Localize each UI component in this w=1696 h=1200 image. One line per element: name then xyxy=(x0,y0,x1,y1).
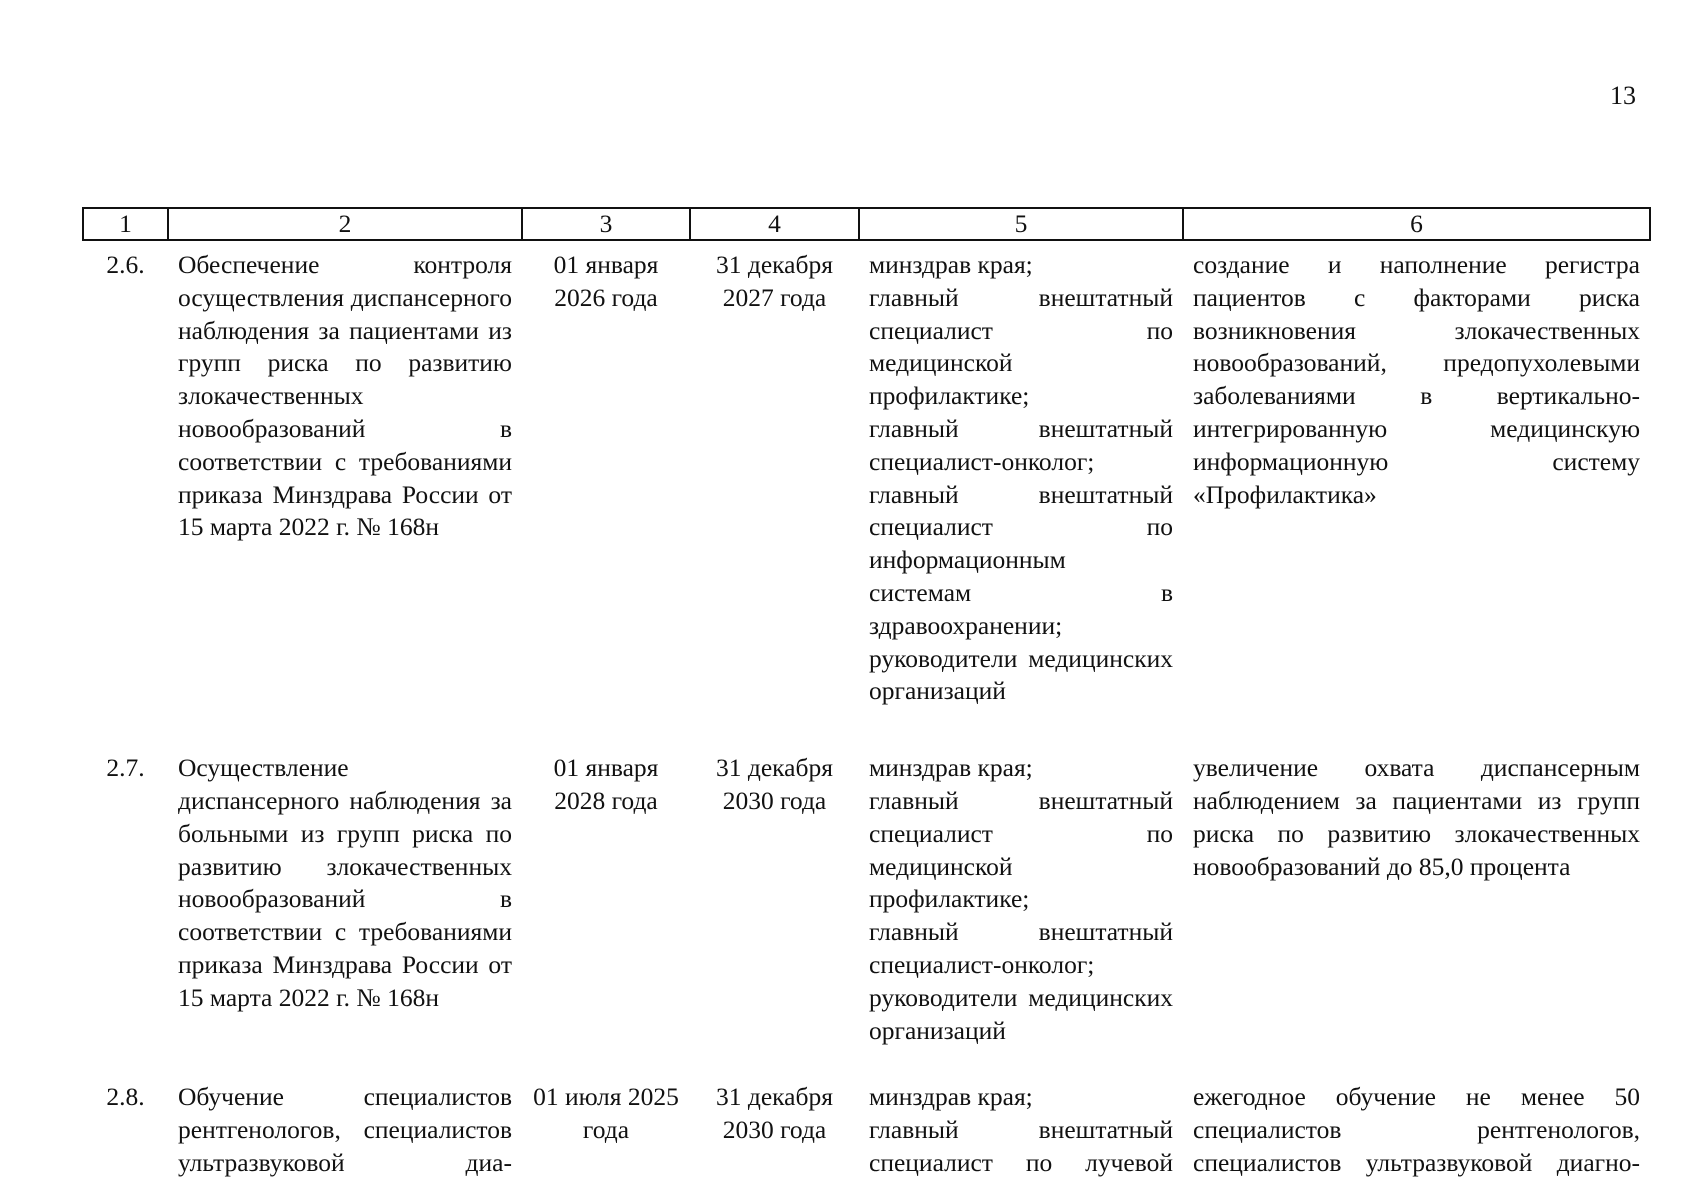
expected-result-text: ежегодное обучение не менее 50 специалистов рентгенологов, специалистов ультразвуковой диагно- xyxy=(1193,1082,1640,1177)
row-number: 2.7. xyxy=(106,753,145,783)
table-row xyxy=(83,1077,1650,1179)
responsible-item: главный внештатный специалист-онколог; xyxy=(869,917,1173,979)
column-number-1: 1 xyxy=(83,208,168,240)
row-number: 2.6. xyxy=(106,250,145,279)
plan-table xyxy=(82,207,1651,1180)
responsible-item: минздрав края; xyxy=(869,250,1033,279)
expected-result: создание и наполнение регистра пациентов с факторами риска возникновения злокачественных новообразований, предопухолевыми заболеваниями в вертикально-интегрированную медицинскую информационную систему «Профилактика» xyxy=(1193,250,1640,509)
responsible-item: руководители медицинских организаций xyxy=(869,643,1173,706)
measure-description xyxy=(168,1077,522,1179)
responsible-item: минздрав края; xyxy=(869,1082,1033,1112)
responsible-item: главный внештатный специалист по медицинской профилактике; xyxy=(869,282,1173,411)
column-number-3: 3 xyxy=(522,208,690,240)
expected-result: увеличение охвата диспансерным наблюдением за пациентами из групп риска по развитию злокачественных новообразований до 85,0 процента xyxy=(1193,753,1640,881)
expected-result xyxy=(1183,1077,1650,1179)
responsible-item: главный внештатный специалист по медицинской профилактике; xyxy=(869,785,1173,914)
responsible-item: минздрав края; xyxy=(869,753,1033,783)
responsible-executors xyxy=(859,240,1183,748)
responsible-item: главный внештатный специалист по лучевой xyxy=(869,1115,1173,1177)
column-number-5: 5 xyxy=(859,208,1183,240)
measure-description-text: Обучение специалистов рентгенологов, специалистов ультразвуковой диа- xyxy=(178,1082,512,1177)
responsible-executors xyxy=(859,1077,1183,1179)
measure-description: Обеспечение контроля осуществления диспансерного наблюдения за пациентами из групп риска по развитию злокачественных новообразований в соответствии с требованиями приказа Минздрава России от 15 марта 2022 г. № 168н xyxy=(178,250,512,542)
responsible-executors xyxy=(859,748,1183,1077)
end-date: 31 декабря 2030 года xyxy=(716,753,833,815)
table-row xyxy=(83,240,1650,748)
row-number: 2.8. xyxy=(106,1082,145,1112)
column-number-6: 6 xyxy=(1183,208,1650,240)
end-date: 31 декабря 2030 года xyxy=(716,1082,833,1145)
responsible-item: главный внештатный специалист-онколог; xyxy=(869,413,1173,476)
column-number-4: 4 xyxy=(690,208,859,240)
column-number-2: 2 xyxy=(168,208,522,240)
column-number-row xyxy=(83,208,1650,240)
page-number: 13 xyxy=(1610,81,1636,110)
responsible-item: главный внештатный специалист по информационным системам в здравоохранении; xyxy=(869,479,1173,640)
responsible-item: руководители медицинских организаций xyxy=(869,982,1173,1045)
table-row xyxy=(83,748,1650,1077)
start-date: 01 июля 2025 года xyxy=(533,1082,679,1145)
start-date: 01 января 2026 года xyxy=(553,250,659,312)
start-date: 01 января 2028 года xyxy=(553,753,659,815)
end-date: 31 декабря 2027 года xyxy=(716,250,833,312)
measure-description: Осуществление диспансерного наблюдения за больными из групп риска по развитию злокачественных новообразований в соответствии с требованиями приказа Минздрава России от 15 марта 2022 г. № 168н xyxy=(178,753,512,1012)
